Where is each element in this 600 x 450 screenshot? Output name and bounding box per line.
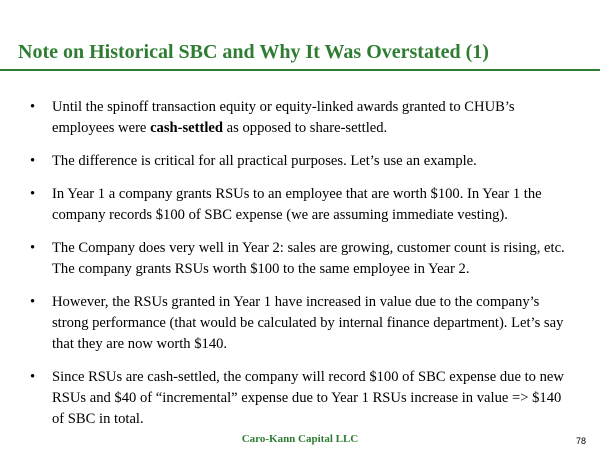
bullet-item <box>30 97 570 139</box>
bullet-text-bold: cash-settled <box>150 120 224 136</box>
bullet-list <box>30 97 570 442</box>
page-number: 78 <box>575 436 586 446</box>
bullet-dot-icon: • <box>30 99 36 115</box>
bullet-text: Since RSUs are cash-settled, the company will record $100 of SBC expense due to new RSUs and $40 of “incremental” expense due to Year 1 RSUs increase in value => $140 of SBC in total. <box>52 369 564 427</box>
bullet-dot-icon: • <box>30 240 36 256</box>
bullet-text-before: Until the spinoff transaction equity or equity-linked awards granted to CHUB’s employees were <box>52 99 515 136</box>
bullet-item <box>30 151 570 172</box>
bullet-text: In Year 1 a company grants RSUs to an employee that are worth $100. In Year 1 the company records $100 of SBC expense (we are assuming immediate vesting). <box>52 186 542 223</box>
bullet-dot-icon: • <box>30 153 36 169</box>
bullet-text: The difference is critical for all practical purposes. Let’s use an example. <box>52 153 477 169</box>
bullet-dot-icon: • <box>30 294 36 310</box>
bullet-text: However, the RSUs granted in Year 1 have increased in value due to the company’s strong performance (that would be calculated by internal finance department). Let’s say that they are now worth $140. <box>52 294 564 352</box>
footer-company-name: Caro-Kann Capital LLC <box>241 433 359 445</box>
bullet-item <box>30 292 570 355</box>
bullet-dot-icon: • <box>30 369 36 385</box>
bullet-text-after: as opposed to share-settled. <box>223 120 388 136</box>
slide-title: Note on Historical SBC and Why It Was Overstated (1) <box>18 41 489 63</box>
title-divider <box>0 69 600 71</box>
bullet-item <box>30 238 570 280</box>
bullet-item <box>30 184 570 226</box>
bullet-text: The Company does very well in Year 2: sales are growing, customer count is rising, etc. The company grants RSUs worth $100 to the same employee in Year 2. <box>52 240 565 277</box>
bullet-item <box>30 367 570 430</box>
bullet-dot-icon: • <box>30 186 36 202</box>
